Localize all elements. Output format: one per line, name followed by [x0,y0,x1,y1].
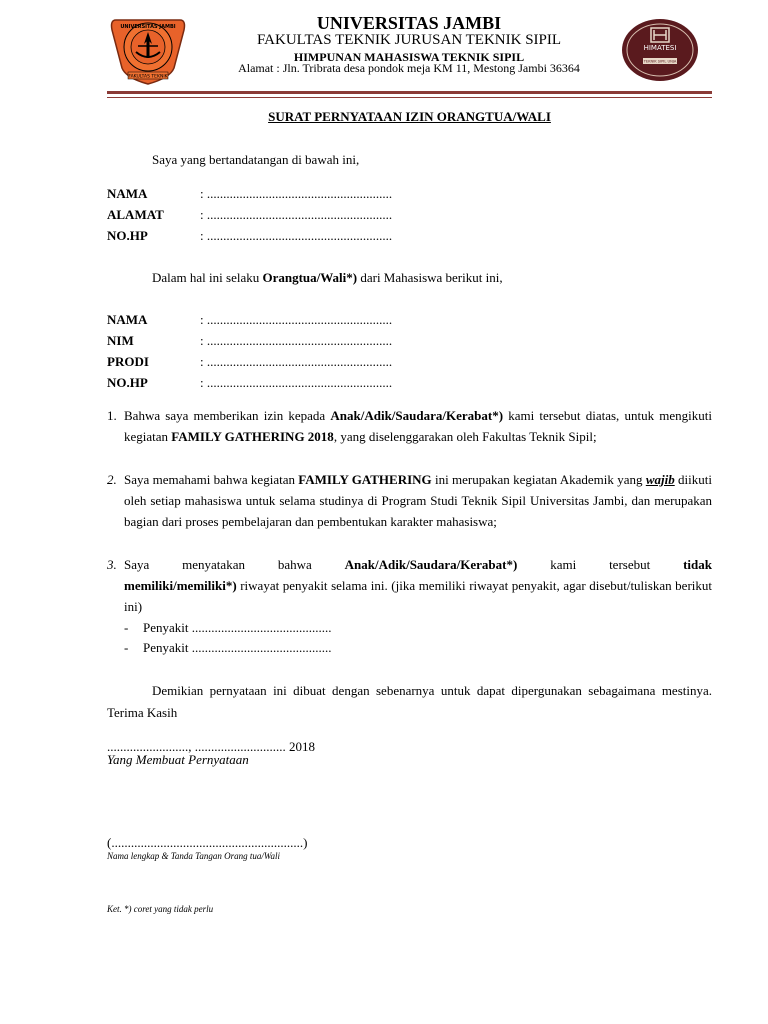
relation-pre: Dalam hal ini selaku [152,270,263,285]
item-1-c: kami tersebut diatas, untuk mengikuti kegiatan [124,408,712,444]
address-line: Alamat : Jln. Tribrata desa pondok meja KM 11, Mestong Jambi 36364 [238,61,580,75]
header-rule-thick [107,91,712,94]
place-date-line: ........................., ............................ 2018 [107,739,315,754]
relation-post: dari Mahasiswa berikut ini, [357,270,503,285]
relation-role: Orangtua/Wali*) [262,270,358,285]
himatesi-logo [621,18,699,82]
item-2-number: 2. [107,472,117,487]
item-1-text [124,405,712,447]
item-3-b: memiliki/memiliki*) [124,578,237,593]
faculty-name: FAKULTAS TEKNIK JURUSAN TEKNIK SIPIL [256,32,562,48]
item-3-number: 3. [107,557,117,572]
footnote: Ket. *) coret yang tidak perlu [107,904,214,914]
document-title: SURAT PERNYATAAN IZIN ORANGTUA/WALI [268,109,551,124]
universitas-jambi-logo [108,16,188,86]
logo-left-top-text: UNIVERSITAS JAMBI [120,24,176,30]
item-2-c: ini merupakan kegiatan Akademik yang [431,472,646,487]
intro-text: Saya yang bertandatangan di bawah ini, [152,152,360,167]
item-3-w1: Saya [124,557,150,572]
item-1-number: 1. [107,408,117,423]
item-1-e: , yang diselenggarakan oleh Fakultas Teknik Sipil; [333,429,597,444]
item-3-c: riwayat penyakit selama ini. (jika memiliki riwayat penyakit, agar disebut/tuliskan berikut ini) [124,578,712,614]
item-2-text [124,469,712,532]
student-phone-label: NO.HP [107,375,148,390]
student-nim-field: : ......................................................... [200,333,393,348]
disease-1-dash: - [124,620,129,635]
item-3-w4: Anak/Adik/Saudara/Kerabat*) [344,557,518,572]
student-name-label: NAMA [107,312,148,327]
item-3-w6: tersebut [609,557,651,572]
item-1-b: Anak/Adik/Saudara/Kerabat*) [330,408,504,423]
parent-name-field: : ......................................................... [200,186,393,201]
logo-left-bottom-text: FAKULTAS TEKNIK [128,74,168,80]
parent-phone-label: NO.HP [107,228,148,243]
parent-name-label: NAMA [107,186,148,201]
item-3-w3: bahwa [277,557,312,572]
student-prodi-label: PRODI [107,354,149,369]
item-2-b: FAMILY GATHERING [298,472,432,487]
signature-caption: Nama lengkap & Tanda Tangan Orang tua/Wali [107,851,281,861]
relation-text [152,271,503,284]
student-prodi-field: : ......................................................... [200,354,393,369]
disease-2-field: Penyakit ........................................... [143,640,332,655]
item-3-w7: tidak [683,557,712,572]
item-3-text [124,554,712,617]
parent-address-field: : ......................................................... [200,207,393,222]
header-rule-thin [107,97,712,98]
item-3-first-line [124,554,712,575]
association-name: HIMPUNAN MAHASISWA TEKNIK SIPIL [293,50,525,64]
disease-1-field: Penyakit ........................................... [143,620,332,635]
student-name-field: : ......................................................... [200,312,393,327]
item-2-a: Saya memahami bahwa kegiatan [124,472,299,487]
closing-text: Demikian pernyataan ini dibuat dengan sebenarnya untuk dapat dipergunakan sebagaimana mestinya. Terima Kasih [107,683,712,720]
signature-line: (...........................................................) [107,835,308,850]
item-3-w5: kami [550,557,577,572]
student-nim-label: NIM [107,333,134,348]
item-1-d: FAMILY GATHERING 2018 [171,429,334,444]
item-2-wajib: wajib [645,472,675,487]
logo-right-text: HIMATESI [643,44,677,52]
item-1-a: Bahwa saya memberikan izin kepada [124,408,331,423]
university-name: UNIVERSITAS JAMBI [316,13,502,33]
parent-phone-field: : ......................................................... [200,228,393,243]
logo-right-subtext: TEKNIK SIPIL UNJA [643,59,677,64]
item-3-rest [124,575,712,617]
parent-address-label: ALAMAT [107,207,164,222]
disease-2-dash: - [124,640,129,655]
signer-label: Yang Membuat Pernyataan [107,752,249,767]
item-2-e: diikuti oleh setiap mahasiswa untuk selama studinya di Program Studi Teknik Sipil Universitas Jambi, dan merupakan bagian dari proses pembelajaran dan pembentukan karakter mahasiswa; [124,472,712,529]
student-phone-field: : ......................................................... [200,375,393,390]
item-3-w2: menyatakan [182,557,245,572]
